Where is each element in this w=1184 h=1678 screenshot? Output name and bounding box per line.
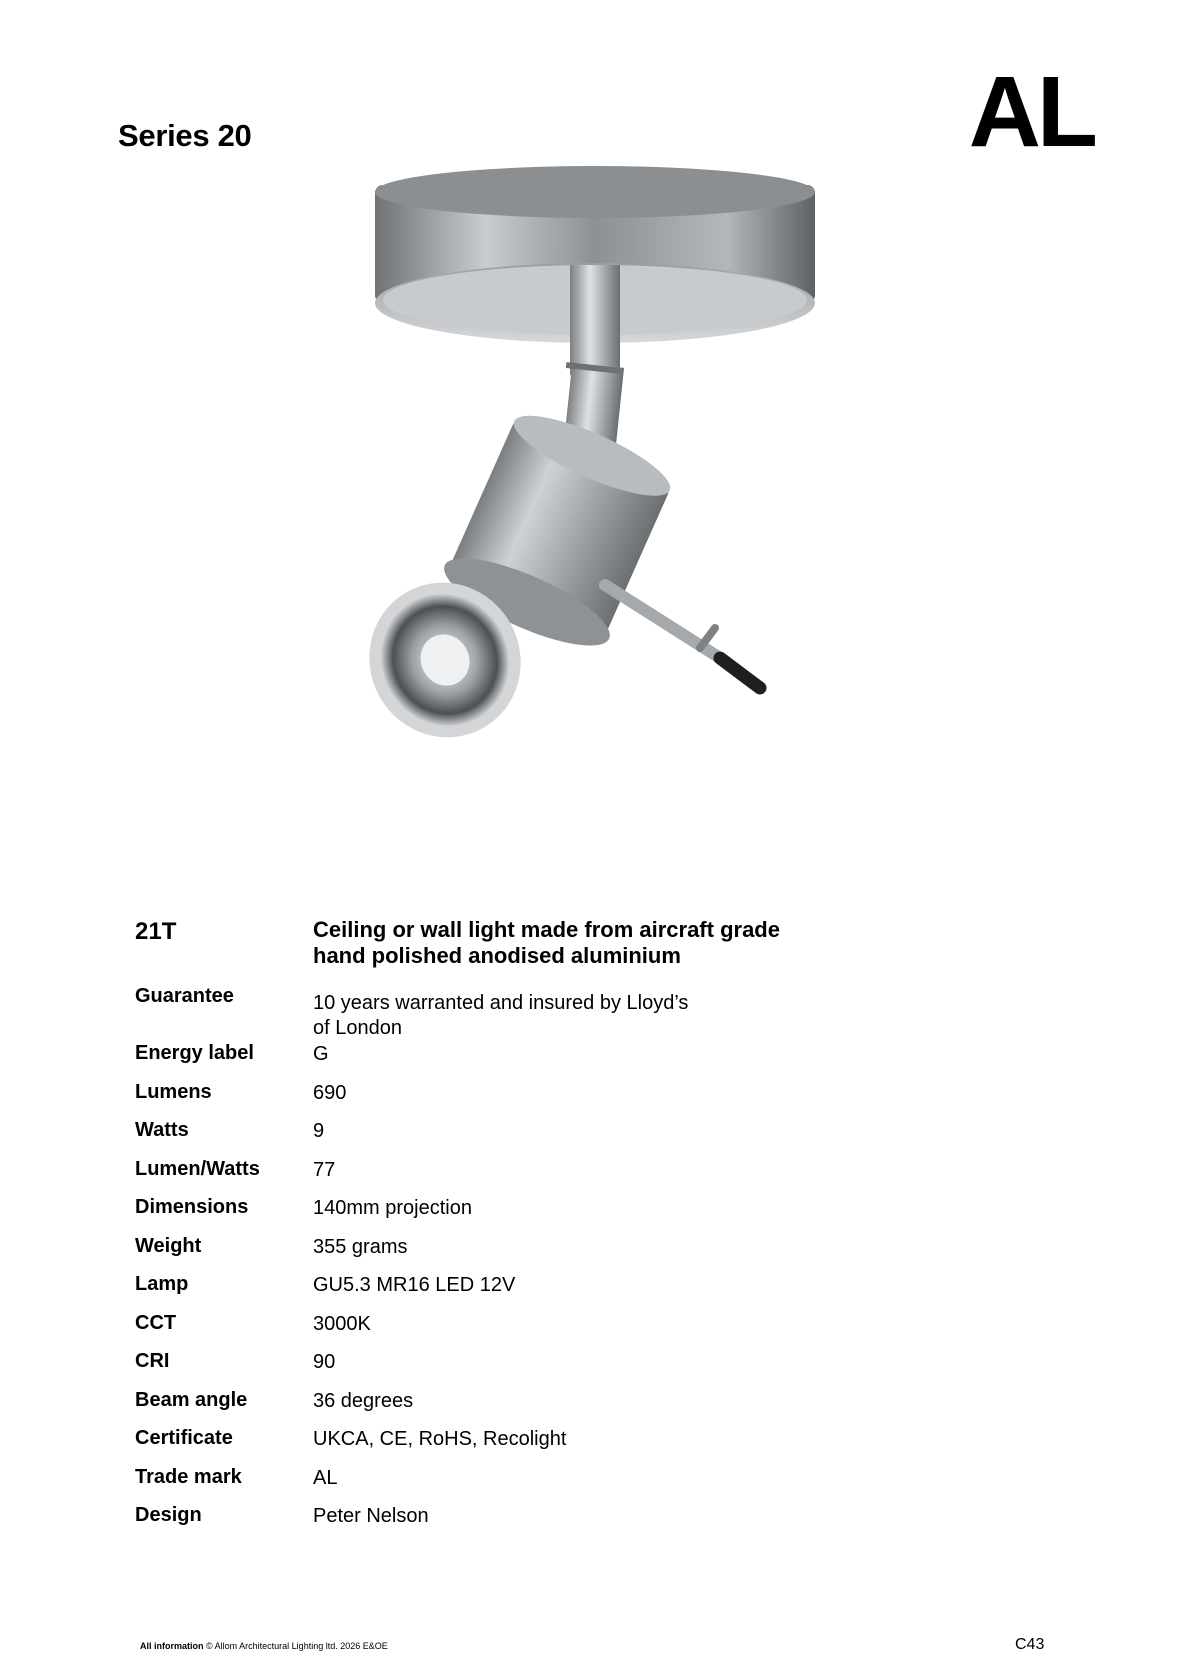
spec-value: 10 years warranted and insured by Lloyd’s of London	[313, 992, 689, 1039]
product-description: Ceiling or wall light made from aircraft grade hand polished anodised aluminium	[313, 917, 780, 968]
spec-row-design	[135, 1504, 915, 1543]
footer-note-text: © Allom Architectural Lighting ltd. 2026 E&OE	[206, 1641, 388, 1651]
spec-label: Certificate	[135, 1427, 233, 1449]
spec-row-lumen-watts	[135, 1158, 915, 1197]
spec-label: CRI	[135, 1350, 170, 1372]
spec-value: 36 degrees	[313, 1389, 414, 1412]
spec-row-guarantee	[135, 985, 915, 1042]
product-photo	[360, 160, 820, 760]
spec-row-cct	[135, 1312, 915, 1351]
spec-row-energy-label	[135, 1042, 915, 1081]
spec-label: Weight	[135, 1234, 202, 1257]
spec-value: UKCA, CE, RoHS, Recolight	[313, 1428, 567, 1450]
spec-row-beam-angle	[135, 1389, 915, 1428]
spec-label: Lumens	[135, 1080, 212, 1103]
spec-value: G	[313, 1043, 329, 1065]
spec-value: 77	[313, 1158, 336, 1181]
spec-row-lamp	[135, 1273, 915, 1312]
spec-row-weight	[135, 1235, 915, 1274]
footer-note-bold: All information	[140, 1641, 204, 1651]
footer-copyright	[140, 1641, 388, 1651]
model-code: 21T	[135, 918, 177, 945]
spec-row-certificate	[135, 1427, 915, 1466]
spec-value: 140mm projection	[313, 1197, 472, 1219]
spec-row-dimensions	[135, 1196, 915, 1235]
spec-row-trade-mark	[135, 1466, 915, 1505]
spec-value: 355 grams	[313, 1235, 408, 1258]
spec-row-cri	[135, 1350, 915, 1389]
spec-value: AL	[313, 1466, 338, 1489]
spec-value: 690	[313, 1081, 347, 1104]
spec-value: GU5.3 MR16 LED 12V	[313, 1274, 516, 1296]
spec-row-watts	[135, 1119, 915, 1158]
spec-value: Peter Nelson	[313, 1505, 429, 1527]
spec-value: 3000K	[313, 1312, 371, 1335]
spec-label: Trade mark	[135, 1465, 242, 1488]
spec-label: Watts	[135, 1119, 189, 1141]
spec-label: Lamp	[135, 1273, 189, 1295]
spec-table	[135, 985, 915, 1543]
brand-logo: AL	[968, 56, 1094, 168]
spec-label: Design	[135, 1504, 202, 1526]
spec-label: Guarantee	[135, 985, 234, 1007]
spec-label: Energy label	[135, 1042, 254, 1064]
spec-value: 90	[313, 1351, 336, 1373]
spec-label: Dimensions	[135, 1196, 249, 1218]
spec-label: CCT	[135, 1311, 177, 1334]
spec-label: Beam angle	[135, 1388, 248, 1411]
series-title: Series 20	[118, 118, 252, 153]
page-number: C43	[1015, 1636, 1045, 1653]
spec-row-lumens	[135, 1081, 915, 1120]
spec-label: Lumen/Watts	[135, 1157, 260, 1180]
spec-value: 9	[313, 1120, 325, 1142]
